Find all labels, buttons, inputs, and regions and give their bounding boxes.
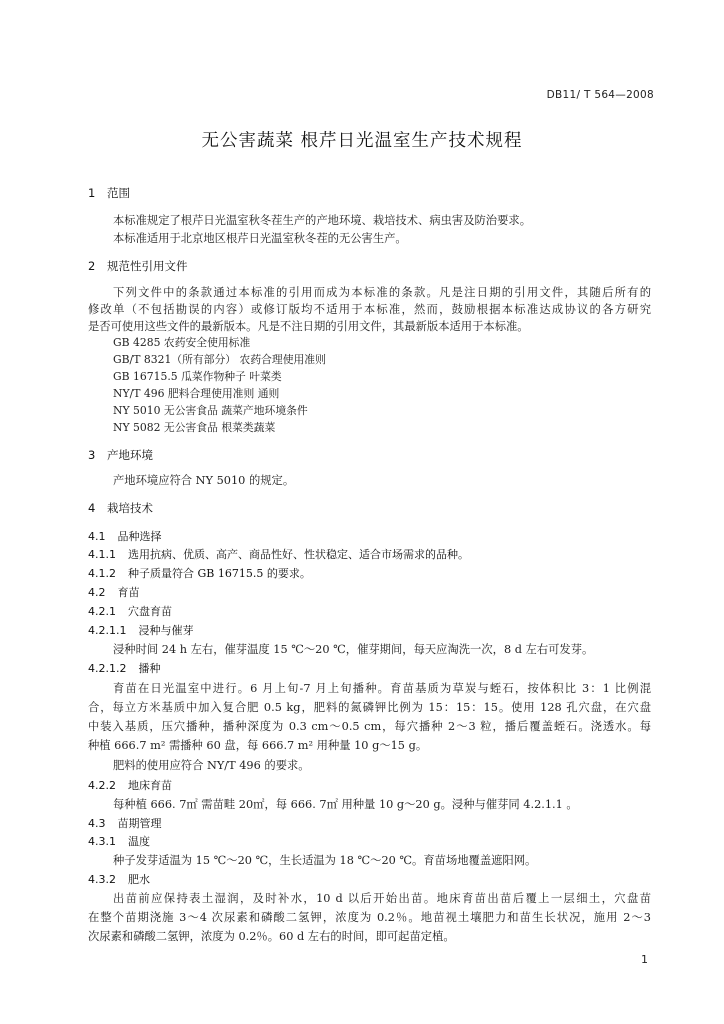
paragraph: 产地环境应符合 NY 5010 的规定。 bbox=[113, 474, 295, 487]
subsection-4-1-heading bbox=[88, 528, 162, 544]
subsection-title: 品种选择 bbox=[117, 530, 162, 543]
subsection-title: 苗期管理 bbox=[117, 817, 162, 830]
subsection-4-2-1-2-heading bbox=[88, 660, 160, 676]
subsection-title: 穴盘育苗 bbox=[128, 605, 172, 618]
section-number: 4 bbox=[88, 501, 96, 515]
paragraph-line: 下列文件中的条款通过本标准的引用而成为本标准的条款。凡是注日期的引用文件，其随后所有的 bbox=[113, 286, 651, 299]
subsection-4-3-1-heading bbox=[88, 833, 150, 849]
section-4-heading bbox=[88, 500, 153, 516]
paragraph-line: 修改单（不包括勘误的内容）或修订版均不适用于本标准，然而，鼓励根据本标准达成协议的各方研究 bbox=[88, 303, 651, 316]
paragraph-line: 次尿素和磷酸二氢钾，浓度为 0.2％。60 d 左右的时间，即可起苗定植。 bbox=[88, 930, 455, 943]
paragraph-line: 中装入基质，压穴播种，播种深度为 0.3 cm～0.5 cm，每穴播种 2～3 粒，播后覆盖蛭石。浇透水。每 bbox=[88, 720, 651, 733]
paragraph-line: 出苗前应保持表土湿润，及时补水，10 d 以后开始出苗。地床育苗出苗后覆上一层细土，穴盘苗 bbox=[113, 892, 651, 905]
subsection-4-3-2-heading bbox=[88, 871, 150, 887]
subsection-number: 4.1 bbox=[88, 530, 106, 543]
section-number: 3 bbox=[88, 448, 96, 462]
paragraph-line: 在整个苗期浇施 3～4 次尿素和磷酸二氢钾，浓度为 0.2％。地苗视土壤肥力和苗生长状况，施用 2～3 bbox=[88, 911, 651, 924]
reference-item: NY/T 496 肥料合理使用准则 通则 bbox=[113, 387, 280, 400]
reference-item: NY 5010 无公害食品 蔬菜产地环境条件 bbox=[113, 404, 308, 417]
paragraph-line: 育苗在日光温室中进行。6 月上旬-7 月上旬播种。育苗基质为草炭与蛭石，按体积比 3：1 比例混 bbox=[113, 682, 651, 695]
section-number: 1 bbox=[88, 186, 96, 200]
subsection-title: 肥水 bbox=[128, 873, 150, 886]
reference-item: GB/T 8321（所有部分） 农药合理使用准则 bbox=[113, 353, 326, 366]
paragraph: 种子发芽适温为 15 ℃～20 ℃，生长适温为 18 ℃～20 ℃。育苗场地覆盖遮阳网。 bbox=[113, 854, 537, 867]
section-3-heading bbox=[88, 447, 153, 463]
clause-text: 选用抗病、优质、高产、商品性好、性状稳定、适合市场需求的品种。 bbox=[128, 548, 469, 561]
reference-item: GB 4285 农药安全使用标准 bbox=[113, 336, 251, 349]
subsection-title: 播种 bbox=[138, 662, 161, 675]
reference-item: GB 16715.5 瓜菜作物种子 叶菜类 bbox=[113, 370, 282, 383]
clause-number: 4.1.2 bbox=[88, 567, 116, 580]
subsection-number: 4.2 bbox=[88, 586, 106, 599]
paragraph: 浸种时间 24 h 左右，催芽温度 15 ℃～20 ℃，催芽期间，每天应淘洗一次，8 d 左右可发芽。 bbox=[113, 643, 594, 656]
paragraph-line: 种植 666.7 m² 需播种 60 盘，每 666.7 m² 用种量 10 g～15 g。 bbox=[88, 739, 428, 752]
paragraph-line: 是否可使用这些文件的最新版本。凡是不注日期的引用文件，其最新版本适用于本标准。 bbox=[88, 320, 529, 333]
subsection-number: 4.3.1 bbox=[88, 835, 116, 848]
subsection-4-2-1-1-heading bbox=[88, 622, 193, 638]
subsection-number: 4.3.2 bbox=[88, 873, 116, 886]
section-1-heading bbox=[88, 185, 130, 201]
document-title: 无公害蔬菜 根芹日光温室生产技术规程 bbox=[201, 131, 523, 151]
clause-4-1-1 bbox=[88, 546, 469, 562]
standard-code: DB11/ T 564—2008 bbox=[546, 89, 654, 101]
subsection-4-3-heading bbox=[88, 815, 162, 831]
section-title: 栽培技术 bbox=[107, 501, 153, 515]
page-number: 1 bbox=[641, 953, 648, 966]
subsection-title: 地床育苗 bbox=[128, 779, 172, 792]
clause-4-1-2 bbox=[88, 565, 311, 581]
subsection-4-2-heading bbox=[88, 584, 140, 600]
subsection-4-2-2-heading bbox=[88, 777, 172, 793]
section-number: 2 bbox=[88, 259, 96, 273]
subsection-number: 4.2.1 bbox=[88, 605, 116, 618]
subsection-title: 育苗 bbox=[117, 586, 140, 599]
section-2-heading bbox=[88, 258, 188, 274]
subsection-title: 浸种与催芽 bbox=[138, 624, 194, 637]
subsection-number: 4.3 bbox=[88, 817, 106, 830]
paragraph: 本标准规定了根芹日光温室秋冬茬生产的产地环境、栽培技术、病虫害及防治要求。 bbox=[113, 214, 531, 227]
paragraph: 肥料的使用应符合 NY/T 496 的要求。 bbox=[113, 759, 310, 772]
clause-text: 种子质量符合 GB 16715.5 的要求。 bbox=[128, 567, 311, 580]
subsection-title: 温度 bbox=[128, 835, 150, 848]
section-title: 产地环境 bbox=[107, 448, 153, 462]
section-title: 范围 bbox=[107, 186, 130, 200]
subsection-number: 4.2.2 bbox=[88, 779, 116, 792]
paragraph: 每种植 666. 7㎡ 需苗畦 20㎡，每 666. 7㎡ 用种量 10 g～20 g。浸种与催芽同 4.2.1.1 。 bbox=[113, 798, 578, 811]
section-title: 规范性引用文件 bbox=[107, 259, 188, 273]
subsection-number: 4.2.1.2 bbox=[88, 662, 127, 675]
subsection-number: 4.2.1.1 bbox=[88, 624, 127, 637]
reference-item: NY 5082 无公害食品 根菜类蔬菜 bbox=[113, 421, 276, 434]
clause-number: 4.1.1 bbox=[88, 548, 116, 561]
paragraph-line: 合，每立方米基质中加入复合肥 0.5 kg，肥料的氮磷钾比例为 15：15：15。使用 128 孔穴盘，在穴盘 bbox=[88, 701, 651, 714]
paragraph: 本标准适用于北京地区根芹日光温室秋冬茬的无公害生产。 bbox=[113, 232, 407, 245]
subsection-4-2-1-heading bbox=[88, 603, 172, 619]
